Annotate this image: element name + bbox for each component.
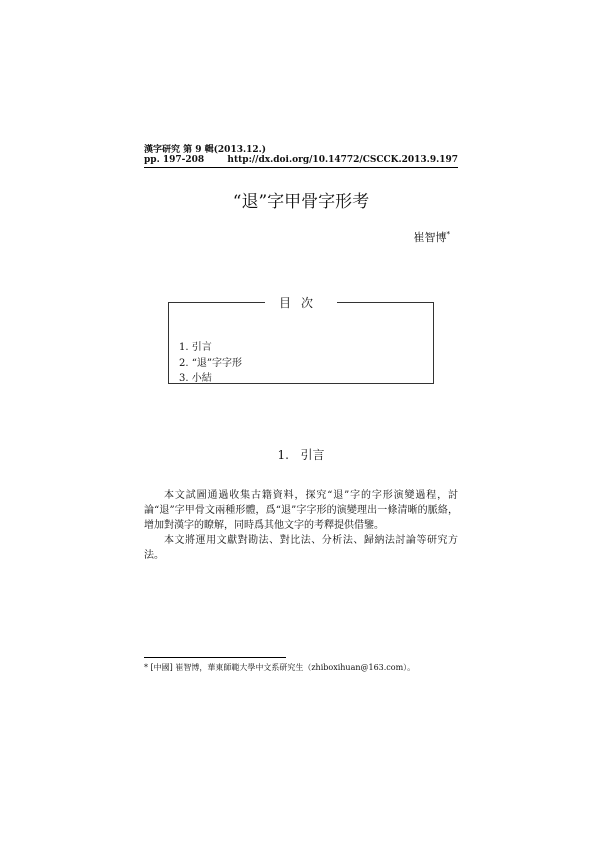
journal-info: 漢字研究 第 9 輯(2013.12.) bbox=[144, 145, 267, 155]
paragraph: 本文將運用文獻對勘法、對比法、分析法、歸納法討論等研究方法。 bbox=[144, 535, 458, 561]
header-divider bbox=[144, 167, 458, 168]
toc-item-3[interactable]: 3. 小結 bbox=[179, 373, 212, 384]
author-name: 崔智博 bbox=[413, 231, 447, 244]
toc-title: 目次 bbox=[169, 294, 433, 311]
doi-link[interactable]: http://dx.doi.org/10.14772/CSCCK.2013.9.197 bbox=[227, 155, 458, 165]
toc-item-1[interactable]: 1. 引言 bbox=[179, 342, 212, 353]
paragraph: 本文試圖通過收集古籍資料，探究“退”字的字形演變過程，討論“退”字甲骨文兩種形體，爲“退”字字形的演變理出一條清晰的脈絡，增加對漢字的瞭解，同時爲其他文字的考釋提供借鑒。 bbox=[144, 490, 458, 531]
author-footnote-mark: * bbox=[446, 230, 450, 239]
section-heading: 1. 引言 bbox=[277, 448, 325, 462]
author bbox=[414, 229, 451, 245]
paper-title: “退”字甲骨字形考 bbox=[232, 192, 370, 212]
toc-item-2[interactable]: 2. “退”字字形 bbox=[179, 357, 242, 369]
footnote-divider bbox=[144, 657, 286, 658]
section-body bbox=[144, 488, 458, 563]
page-range: pp. 197-208 bbox=[144, 155, 205, 165]
table-of-contents bbox=[168, 296, 434, 384]
footnote: * [中國] 崔智博，華東師範大學中文系研究生（zhiboxihuan@163.com）。 bbox=[144, 663, 416, 672]
toc-list bbox=[179, 340, 242, 387]
